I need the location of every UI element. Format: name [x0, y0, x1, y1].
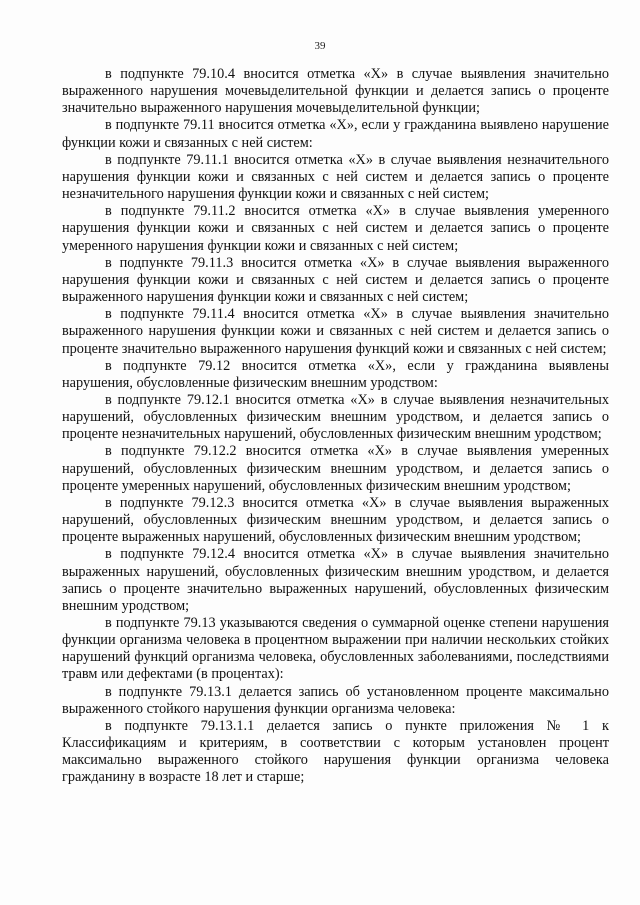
page-number: 39 [314, 40, 326, 52]
paragraph: в подпункте 79.12.2 вносится отметка «Х» в случае выявления умеренных нарушений, обусловленных физическим внешним уродством, и делается запись о проценте умеренных нарушений, обусловленных физическим внешним уродством; [62, 443, 609, 494]
paragraph: в подпункте 79.11.1 вносится отметка «Х» в случае выявления незначительного нарушения функции кожи и связанных с ней систем и делается запись о проценте незначительного нарушения функции кожи и связанных с ней систем; [62, 151, 609, 203]
paragraph: в подпункте 79.10.4 вносится отметка «Х» в случае выявления значительно выраженного нарушения мочевыделительной функции и делается запись о проценте значительно выраженного нарушения мочевыделительной функции; [62, 66, 609, 117]
paragraph: в подпункте 79.13.1 делается запись об установленном проценте максимально выраженного стойкого нарушения функции организма человека: [62, 683, 609, 717]
paragraph: в подпункте 79.13 указываются сведения о суммарной оценке степени нарушения функции организма человека в процентном выражении при наличии нескольких стойких нарушений функций организма человека, обусловленных заболеваниями, последствиями травм или дефектами (в процентах): [62, 615, 609, 683]
paragraph: в подпункте 79.12.1 вносится отметка «Х» в случае выявления незначительных нарушений, обусловленных физическим внешним уродством, и делается запись о проценте незначительных нарушений, обусловленных физическим внешним уродством; [62, 391, 609, 443]
paragraph: в подпункте 79.12 вносится отметка «Х», если у гражданина выявлены нарушения, обусловленные физическим внешним уродством: [62, 357, 609, 391]
paragraph: в подпункте 79.11.4 вносится отметка «Х» в случае выявления значительно выраженного нарушения функции кожи и связанных с ней систем и делается запись о проценте значительно выраженного нарушения функций кожи и связанных с ней систем; [62, 306, 609, 357]
paragraph: в подпункте 79.11.3 вносится отметка «Х» в случае выявления выраженного нарушения функции кожи и связанных с ней систем и делается запись о проценте выраженного нарушения функции кожи и связанных с ней систем; [62, 254, 609, 306]
paragraph: в подпункте 79.11 вносится отметка «Х», если у гражданина выявлено нарушение функции кожи и связанных с ней систем: [62, 117, 609, 151]
paragraph: в подпункте 79.12.4 вносится отметка «Х» в случае выявления значительно выраженных нарушений, обусловленных физическим внешним уродством, и делается запись о проценте значительно выраженных нарушений, обусловленных физическим внешним уродством; [62, 546, 609, 614]
paragraph: в подпункте 79.12.3 вносится отметка «Х» в случае выявления выраженных нарушений, обусловленных физическим внешним уродством, и делается запись о проценте выраженных нарушений, обусловленных физическим внешним уродством; [62, 494, 609, 546]
document-body [62, 66, 609, 787]
paragraph: в подпункте 79.11.2 вносится отметка «Х» в случае выявления умеренного нарушения функции кожи и связанных с ней систем и делается запись о проценте умеренного нарушения функции кожи и связанных с ней систем; [62, 203, 609, 254]
paragraph: в подпункте 79.13.1.1 делается запись о пункте приложения № 1 к Классификациям и критериям, в соответствии с которым установлен процент максимально выраженного стойкого нарушения функции организма человека гражданину в возрасте 18 лет и старше; [62, 717, 609, 786]
